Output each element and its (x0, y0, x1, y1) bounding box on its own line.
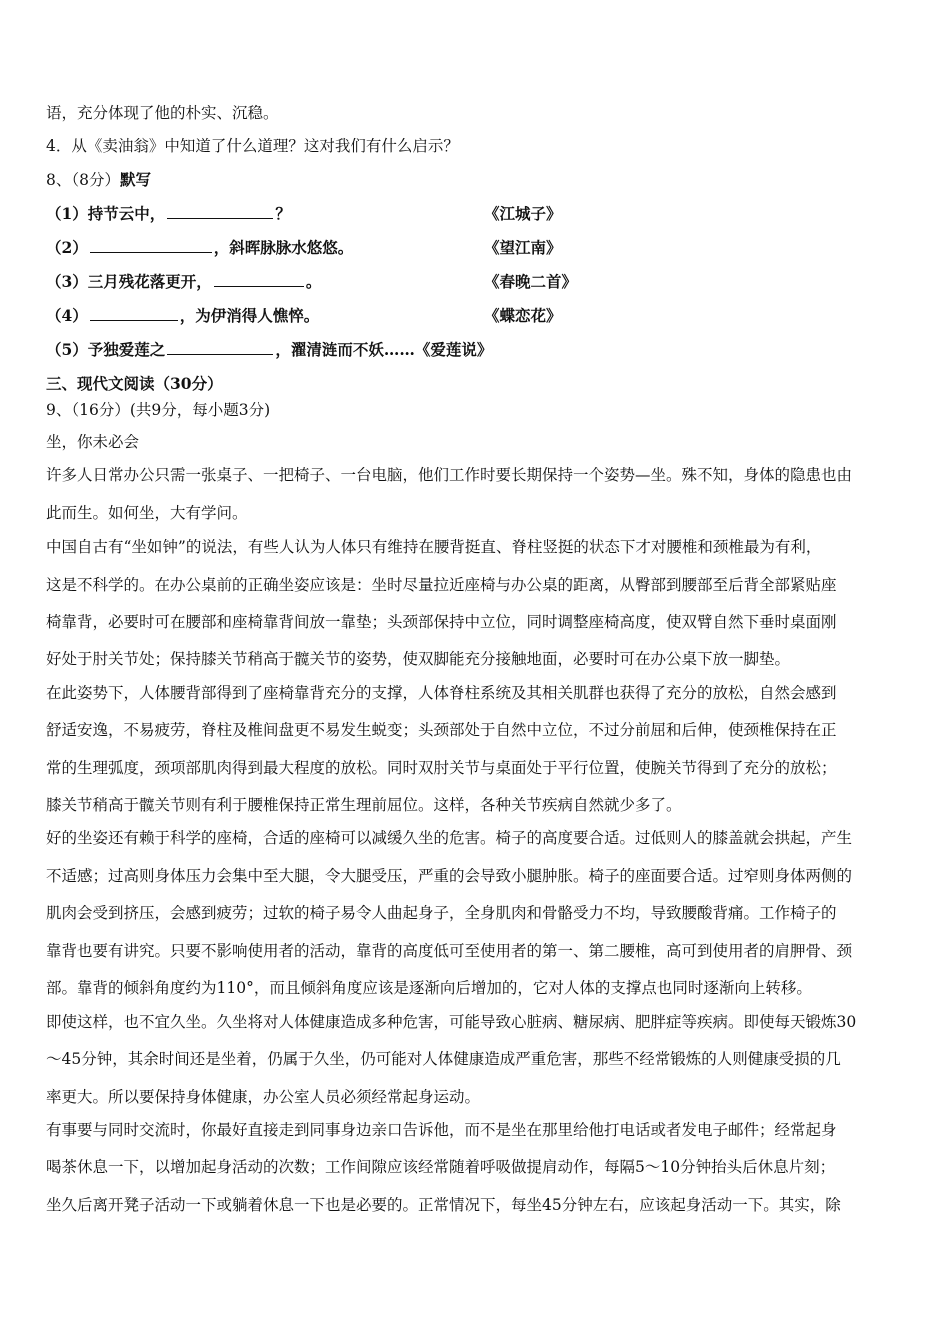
answer-blank[interactable] (167, 204, 273, 219)
dictation-item-4 (46, 306, 906, 326)
question-8-title: 默写 (119, 170, 151, 189)
item-before: 予独爱莲之 (87, 340, 166, 359)
item-source: 《江城子》 (484, 204, 562, 223)
item-number: （3） (46, 272, 88, 291)
item-number: （2） (46, 238, 88, 257)
item-after: ，濯清涟而不妖…… (275, 340, 415, 359)
essay-line: 此而生。如何坐，大有学问。 (46, 504, 248, 522)
question-8-prefix: 8、（8分） (46, 171, 120, 189)
answer-blank[interactable] (90, 238, 212, 253)
item-after: ，为伊消得人憔悴。 (179, 306, 320, 325)
essay-line: 率更大。所以要保持身体健康，办公室人员必须经常起身运动。 (46, 1088, 481, 1106)
question-8-heading (46, 170, 906, 190)
essay-line: 喝茶休息一下，以增加起身活动的次数；工作间隙应该经常随着呼吸做提肩动作，每隔5～10分钟抬头后休息片刻； (46, 1158, 836, 1176)
dictation-item-2 (46, 238, 906, 258)
essay-line: 肌肉会受到挤压，会感到疲劳；过软的椅子易令人曲起身子，全身肌肉和骨骼受力不均，导致腰酸背痛。工作椅子的 (46, 904, 837, 922)
essay-line: 膝关节稍高于髋关节则有利于腰椎保持正常生理前屈位。这样，各种关节疾病自然就少多了。 (46, 796, 682, 814)
question-9-heading: 9、（16分）(共9分，每小题3分) (46, 401, 271, 419)
item-source: 《望江南》 (484, 238, 562, 257)
essay-line: 中国自古有“坐如钟”的说法，有些人认为人体只有维持在腰背挺直、脊柱竖挺的状态下才对腰椎和颈椎最为有利， (46, 538, 822, 556)
essay-line: 在此姿势下，人体腰背部得到了座椅靠背充分的支撑，人体脊柱系统及其相关肌群也获得了充分的放松，自然会感到 (46, 684, 837, 702)
essay-line: 椅靠背，必要时可在腰部和座椅靠背间放一靠垫；头颈部保持中立位，同时调整座椅高度，使双臂自然下垂时桌面刚 (46, 613, 837, 631)
answer-blank[interactable] (90, 306, 178, 321)
item-number: （5） (46, 340, 88, 359)
essay-title: 坐，你未必会 (46, 433, 140, 451)
essay-line: 靠背也要有讲究。只要不影响使用者的活动，靠背的高度低可至使用者的第一、第二腰椎，高可到使用者的肩胛骨、颈 (46, 942, 853, 960)
essay-line: 好处于肘关节处；保持膝关节稍高于髋关节的姿势，使双脚能充分接触地面，必要时可在办公桌下放一脚垫。 (46, 650, 791, 668)
essay-line: ～45分钟，其余时间还是坐着，仍属于久坐，仍可能对人体健康造成严重危害，那些不经常锻炼的人则健康受损的几 (46, 1050, 841, 1068)
essay-line: 即使这样，也不宜久坐。久坐将对人体健康造成多种危害，可能导致心脏病、糖尿病、肥胖症等疾病。即使每天锻炼30 (46, 1013, 857, 1031)
text-line: 语，充分体现了他的朴实、沉稳。 (46, 104, 279, 122)
answer-blank[interactable] (167, 340, 273, 355)
item-after: 。 (305, 272, 322, 291)
question-4-line: 4．从《卖油翁》中知道了什么道理？这对我们有什么启示？ (46, 137, 459, 155)
essay-line: 舒适安逸，不易疲劳，脊柱及椎间盘更不易发生蜕变；头颈部处于自然中立位，不过分前屈和后伸，使颈椎保持在正 (46, 721, 837, 739)
dictation-item-1 (46, 204, 906, 224)
essay-line: 部。靠背的倾斜角度约为110°，而且倾斜角度应该是逐渐向后增加的，它对人体的支撑点也同时逐渐向上转移。 (46, 979, 812, 997)
essay-line: 坐久后离开凳子活动一下或躺着休息一下也是必要的。正常情况下，每坐45分钟左右，应该起身活动一下。其实，除 (46, 1196, 841, 1214)
section-3-heading: 三、现代文阅读（30分） (46, 374, 223, 393)
item-after: ，斜晖脉脉水悠悠。 (213, 238, 354, 257)
essay-line: 有事要与同时交流时，你最好直接走到同事身边亲口告诉他，而不是坐在那里给他打电话或者发电子邮件；经常起身 (46, 1121, 837, 1139)
dictation-item-3 (46, 272, 906, 292)
item-before: 三月残花落更开， (87, 272, 212, 291)
answer-blank[interactable] (214, 272, 304, 287)
item-after: ？ (275, 204, 291, 223)
essay-line: 好的坐姿还有赖于科学的座椅，合适的座椅可以减缓久坐的危害。椅子的高度要合适。过低则人的膝盖就会拱起，产生 (46, 829, 853, 847)
item-source: 《春晚二首》 (484, 272, 578, 291)
dictation-item-5 (46, 340, 906, 360)
essay-line: 许多人日常办公只需一张桌子、一把椅子、一台电脑，他们工作时要长期保持一个姿势—坐。殊不知，身体的隐患也由 (46, 466, 853, 484)
item-source: 《爱莲说》 (414, 340, 493, 359)
item-number: （4） (46, 306, 88, 325)
item-before: 持节云中， (87, 204, 166, 223)
essay-line: 常的生理弧度，颈项部肌肉得到最大程度的放松。同时双肘关节与桌面处于平行位置，使腕关节得到了充分的放松； (46, 759, 837, 777)
item-source: 《蝶恋花》 (484, 306, 562, 325)
essay-line: 这是不科学的。在办公桌前的正确坐姿应该是：坐时尽量拉近座椅与办公桌的距离，从臀部到腰部至后背全部紧贴座 (46, 576, 837, 594)
essay-line: 不适感；过高则身体压力会集中至大腿，令大腿受压，严重的会导致小腿肿胀。椅子的座面要合适。过窄则身体两侧的 (46, 867, 853, 885)
item-number: （1） (46, 204, 88, 223)
